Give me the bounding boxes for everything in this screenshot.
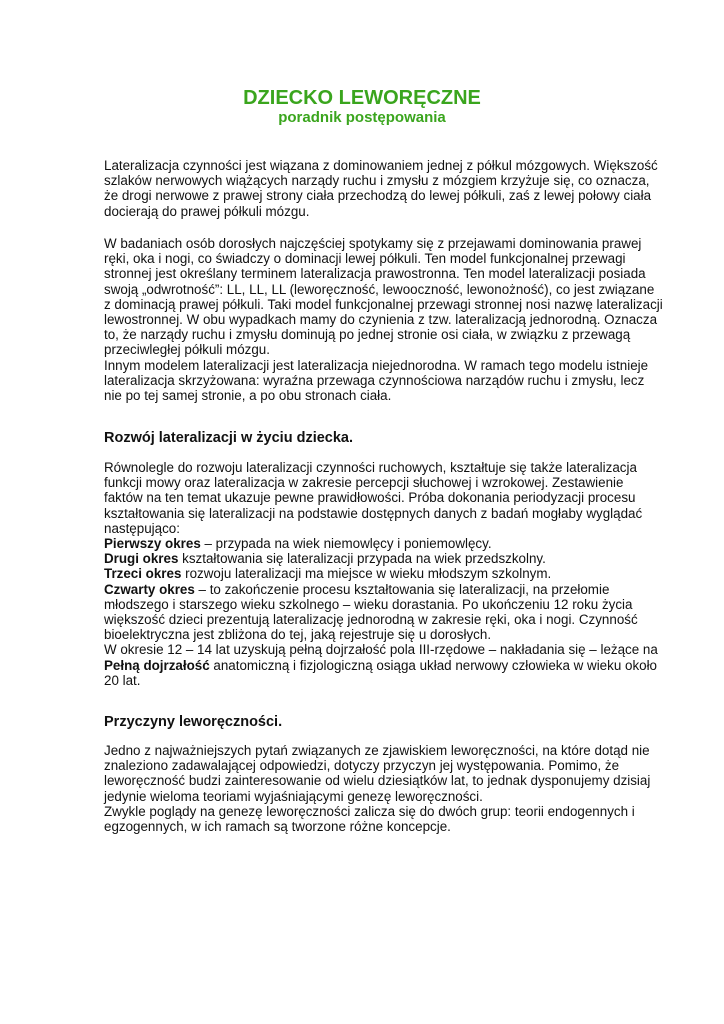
full-maturity: [104, 658, 664, 688]
period-second-text: kształtowania się lateralizacji przypada na wiek przedszkolny.: [178, 551, 546, 567]
page-subtitle: poradnik postępowania: [278, 109, 446, 126]
full-maturity-text: anatomiczną i fizjologiczną osiąga układ nerwowy człowieka w wieku około 20 lat.: [104, 657, 658, 688]
page-title: DZIECKO LEWORĘCZNE: [243, 87, 481, 109]
period-fourth: [104, 582, 664, 643]
period-first-text: – przypada na wiek niemowlęcy i poniemowlęcy.: [200, 536, 492, 552]
intro-text: Lateralizacja czynności jest wiązana z dominowaniem jednej z półkul mózgowych. Większość szlaków nerwowych wiążących narządy ruchu i zmysłu z mózgiem krzyżuje się, co oznacza, że drogi nerwowe z prawej strony ciała przechodzą do lewej półkuli, zaś z lewej połowy ciała docierają do prawej półkuli mózgu.: [104, 158, 658, 219]
causes-text-2: Zwykle poglądy na genezę leworęczności zalicza się do dwóch grup: teorii endogennych i egzogennych, w ich ramach są tworzone różne koncepcje.: [104, 803, 635, 835]
section-heading-causes: Przyczyny leworęczności.: [104, 714, 283, 730]
causes-section: [104, 743, 664, 834]
period-third: [104, 566, 664, 581]
heterogeneous-text: Innym modelem lateralizacji jest lateralizacja niejednorodna. W ramach tego modelu istnieje lateralizacja skrzyżowana: wyraźna przewaga czynnościowa narządów ruchu i zmysłu, lecz nie po tej samej stronie, a po obu stronach ciała.: [104, 357, 649, 404]
full-maturity-label: Pełną dojrzałość: [104, 657, 210, 673]
period-third-text: rozwoju lateralizacji ma miejsce w wieku młodszym szkolnym.: [181, 566, 552, 582]
period-fourth-text: – to zakończenie procesu kształtowania się lateralizacji, na przełomie młodszego i starszego wieku szkolnego – wieku dorastania. Po ukończeniu 12 roku życia większość dzieci prezentują lateralizację jednorodną w zakresie ręki, oka i nogi. Czynność bioelektryczna jest zbliżona do tej, jaką rejestruje się u dorosłych.: [104, 581, 638, 643]
intro-paragraph: [104, 158, 664, 219]
period-fourth-label: Czwarty okres: [104, 581, 195, 597]
lateralization-text: W badaniach osób dorosłych najczęściej spotykamy się z przejawami dominowania prawej ręki, oka i nogi, co świadczy o dominacji lewej półkuli. Ten model funkcjonalnej przewagi stronnej jest określany terminem lateralizacja prawostronna. Ten model lateralizacji posiada swoją „odwrotność”: LL, LL, LL (leworęczność, lewooczność, lewonożność), co jest związane z dominacją prawej półkuli. Taki model funkcjonalnej przewagi stronnej nosi nazwę lateralizacji lewostronnej. W obu wypadkach mamy do czynienia z tzw. lateralizacją jednorodną. Oznacza to, że narządy ruchu i zmysłu dominują po jednej stronie osi ciała, w związku z przewagą przeciwległej półkuli mózgu.: [104, 236, 663, 358]
lateralization-paragraph: [104, 236, 664, 403]
period-first-label: Pierwszy okres: [104, 536, 201, 552]
section-heading-development: Rozwój lateralizacji w życiu dziecka.: [104, 430, 354, 446]
period-first: [104, 536, 664, 551]
development-intro: Równolegle do rozwoju lateralizacji czynności ruchowych, kształtuje się także lateralizacja funkcji mowy oraz lateralizacja w zakresie percepcji słuchowej i wzrokowej. Zestawienie faktów na ten temat ukazuje pewne prawidłowości. Próba dokonania periodyzacji procesu kształtowania się lateralizacji na podstawie dostępnych danych z badań mogłaby wyglądać następująco:: [104, 460, 643, 536]
development-section: [104, 460, 664, 688]
maturity-age-text: W okresie 12 – 14 lat uzyskują pełną dojrzałość pola III-rzędowe – nakładania się – leżące na: [104, 642, 658, 658]
period-third-label: Trzeci okres: [104, 566, 182, 582]
period-second-label: Drugi okres: [104, 551, 179, 567]
period-second: [104, 551, 664, 566]
causes-text-1: Jedno z najważniejszych pytań związanych ze zjawiskiem leworęczności, na które dotąd nie znaleziono zadawalającej odpowiedzi, dotyczy przyczyn jej występowania. Pomimo, że leworęczność budzi zainteresowanie od wielu dziesiątków lat, to jednak dysponujemy dzisiaj jedynie wieloma teoriami wyjaśniającymi genezę leworęczności.: [104, 743, 651, 804]
